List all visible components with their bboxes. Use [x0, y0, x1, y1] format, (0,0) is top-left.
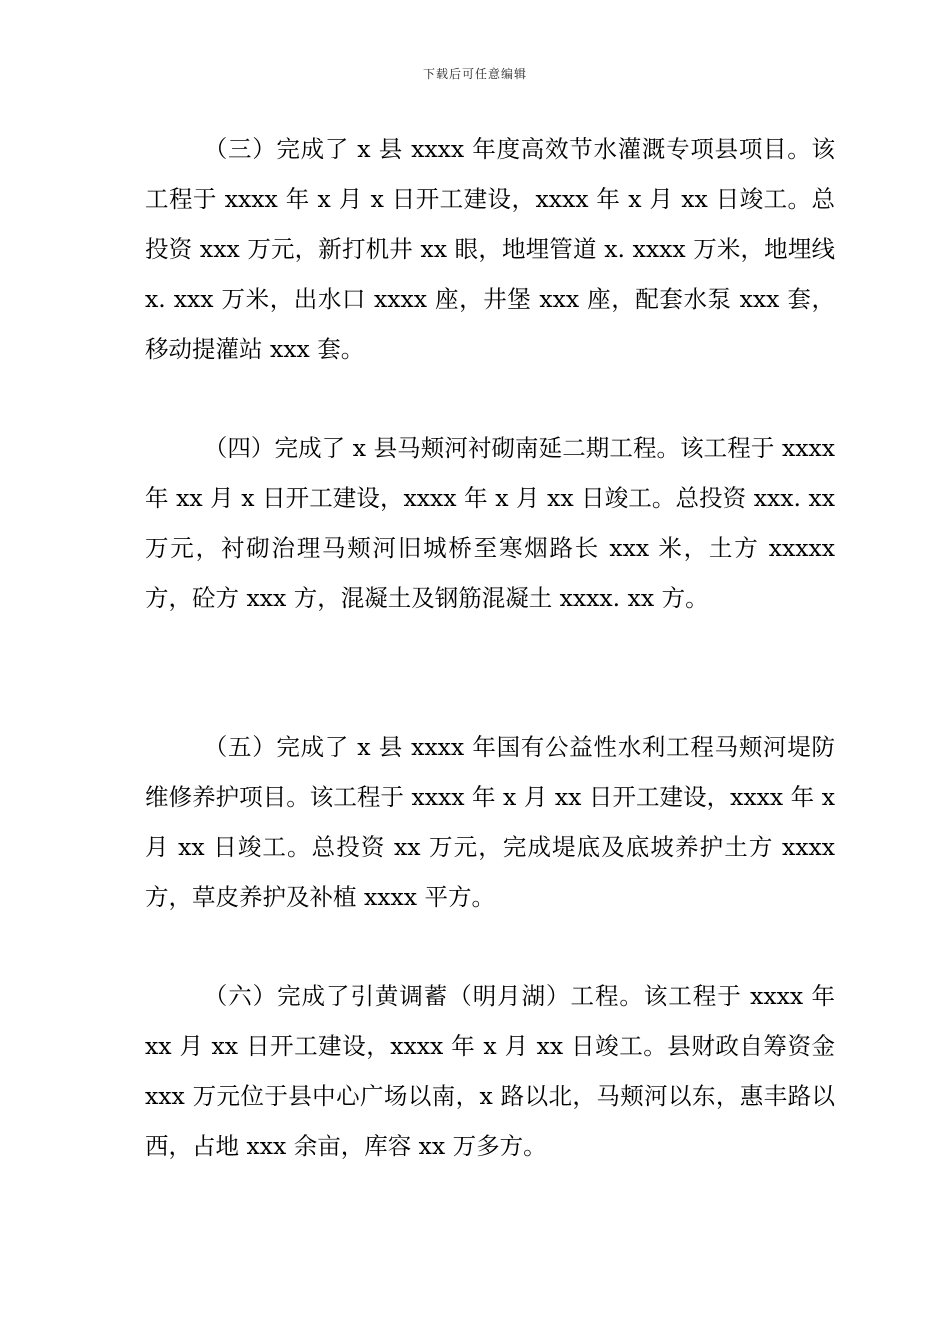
page-header: 下载后可任意编辑 — [422, 67, 527, 81]
paragraph-section-5: （五）完成了 x 县 xxxx 年国有公益性水利工程马颊河堤防维修养护项目。该工程于 xxxx 年 x 月 xx 日开工建设，xxxx 年 x 月 xx 日竣工。总投资 xx 万元，完成堤底及底坡养护土方 xxxx 方，草皮养护及补植 xxxx 平方。 — [145, 733, 835, 911]
paragraph-section-3: （三）完成了 x 县 xxxx 年度高效节水灌溉专项县项目。该工程于 xxxx 年 x 月 x 日开工建设，xxxx 年 x 月 xx 日竣工。总投资 xxx 万元，新打机井 xx 眼，地埋管道 x. xxxx 万米，地埋线 x. xxx 万米，出水口 xxxx 座，井堡 xxx 座，配套水泵 xxx 套，移动提灌站 xxx 套。 — [145, 135, 835, 363]
paragraph-section-6: （六）完成了引黄调蓄（明月湖）工程。该工程于 xxxx 年 xx 月 xx 日开工建设，xxxx 年 x 月 xx 日竣工。县财政自筹资金 xxx 万元位于县中心广场以南，x 路以北，马颊河以东，惠丰路以西，占地 xxx 余亩，库容 xx 万多方。 — [145, 982, 835, 1160]
paragraph-section-4: （四）完成了 x 县马颊河衬砌南延二期工程。该工程于 xxxx 年 xx 月 x 日开工建设，xxxx 年 x 月 xx 日竣工。总投资 xxx. xx 万元，衬砌治理马颊河旧城桥至寒烟路长 xxx 米，土方 xxxxx 方，砼方 xxx 方，混凝土及钢筋混凝土 xxxx. xx 方。 — [145, 434, 835, 612]
